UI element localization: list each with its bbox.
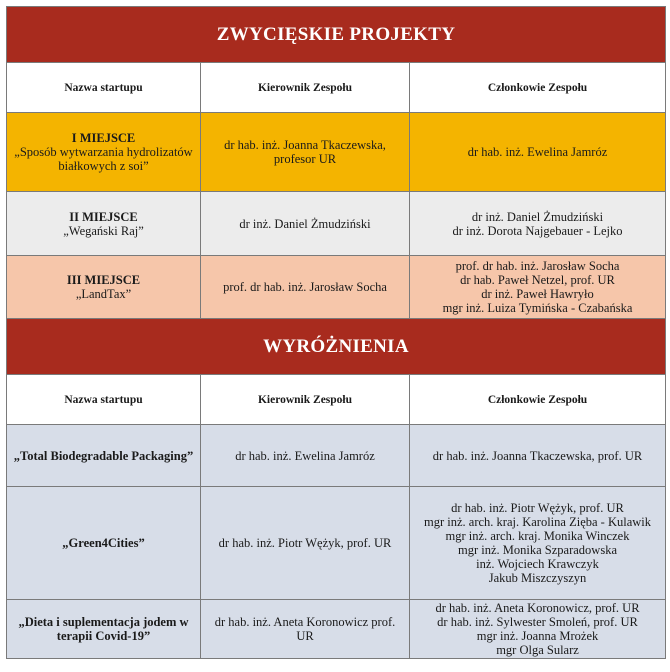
- distinction-row-3: [7, 600, 666, 659]
- member: dr hab. inż. Piotr Wężyk, prof. UR: [451, 501, 624, 515]
- startup-cell: [7, 487, 201, 600]
- leader-cell: prof. dr hab. inż. Jarosław Socha: [201, 256, 410, 319]
- member: dr inż. Daniel Żmudziński: [471, 209, 604, 224]
- startup-cell: [7, 600, 201, 659]
- member: mgr inż. Luiza Tymińska - Czabańska: [442, 301, 633, 315]
- winner-row-2: [7, 192, 666, 256]
- member: Jakub Miszczyszyn: [488, 571, 587, 585]
- member: dr hab. Paweł Netzel, prof. UR: [460, 273, 615, 287]
- member: mgr inż. arch. kraj. Karolina Zięba - Kulawik: [424, 515, 651, 529]
- member: dr hab. inż. Aneta Koronowicz, prof. UR: [435, 601, 640, 615]
- member: prof. dr hab. inż. Jarosław Socha: [455, 259, 620, 273]
- header-leader: Kierownik Zespołu: [201, 375, 410, 425]
- startup-cell: [7, 425, 201, 487]
- members-cell: [410, 600, 666, 659]
- project-name: „Total Biodegradable Packaging”: [13, 448, 194, 463]
- leader-cell: dr hab. inż. Ewelina Jamróz: [201, 425, 410, 487]
- winners-title: ZWYCIĘSKIE PROJEKTY: [7, 7, 666, 63]
- project-name: „LandTax”: [75, 287, 132, 301]
- member: dr hab. inż. Joanna Tkaczewska, prof. UR: [432, 448, 643, 463]
- header-leader: Kierownik Zespołu: [201, 63, 410, 113]
- header-startup: Nazwa startupu: [7, 375, 201, 425]
- project-name: „Green4Cities”: [62, 536, 145, 550]
- members-cell: [410, 487, 666, 600]
- member: dr inż. Dorota Najgebauer - Lejko: [452, 223, 623, 238]
- place-label: II MIEJSCE: [69, 209, 138, 224]
- member: inż. Wojciech Krawczyk: [476, 557, 599, 571]
- winner-row-1: [7, 113, 666, 192]
- startup-cell: [7, 256, 201, 319]
- place-label: III MIEJSCE: [66, 273, 141, 287]
- members-cell: [410, 192, 666, 256]
- member: mgr Olga Sularz: [496, 643, 579, 657]
- member: mgr inż. Monika Szparadowska: [458, 543, 617, 557]
- member: mgr inż. Joanna Mrożek: [476, 629, 599, 643]
- place-label: I MIEJSCE: [71, 131, 136, 145]
- member: dr hab. inż. Ewelina Jamróz: [467, 145, 608, 159]
- startup-cell: [7, 113, 201, 192]
- leader-cell: dr hab. inż. Piotr Wężyk, prof. UR: [201, 487, 410, 600]
- member: dr inż. Paweł Hawryło: [481, 287, 594, 301]
- member: mgr inż. arch. kraj. Monika Winczek: [445, 529, 630, 543]
- startup-cell: [7, 192, 201, 256]
- leader-cell: dr inż. Daniel Żmudziński: [201, 192, 410, 256]
- distinctions-header-row: [7, 375, 666, 425]
- members-cell: [410, 425, 666, 487]
- winners-header-row: [7, 63, 666, 113]
- winner-row-3: [7, 256, 666, 319]
- leader-cell: dr hab. inż. Joanna Tkaczewska, profesor UR: [201, 113, 410, 192]
- header-members: Członkowie Zespołu: [410, 63, 666, 113]
- project-name: „Wegański Raj”: [63, 223, 144, 238]
- header-members: Członkowie Zespołu: [410, 375, 666, 425]
- distinction-row-1: [7, 425, 666, 487]
- distinction-row-2: [7, 487, 666, 600]
- projects-table: [6, 6, 666, 659]
- member: dr hab. inż. Sylwester Smoleń, prof. UR: [437, 615, 638, 629]
- leader-cell: dr hab. inż. Aneta Koronowicz prof. UR: [201, 600, 410, 659]
- members-cell: [410, 113, 666, 192]
- project-name: „Dieta i suplementacja jodem w terapii Covid-19”: [18, 615, 189, 643]
- header-startup: Nazwa startupu: [7, 63, 201, 113]
- distinctions-title: WYRÓŻNIENIA: [7, 319, 666, 375]
- members-cell: [410, 256, 666, 319]
- project-name: „Sposób wytwarzania hydrolizatów białkowych z soi”: [14, 145, 193, 173]
